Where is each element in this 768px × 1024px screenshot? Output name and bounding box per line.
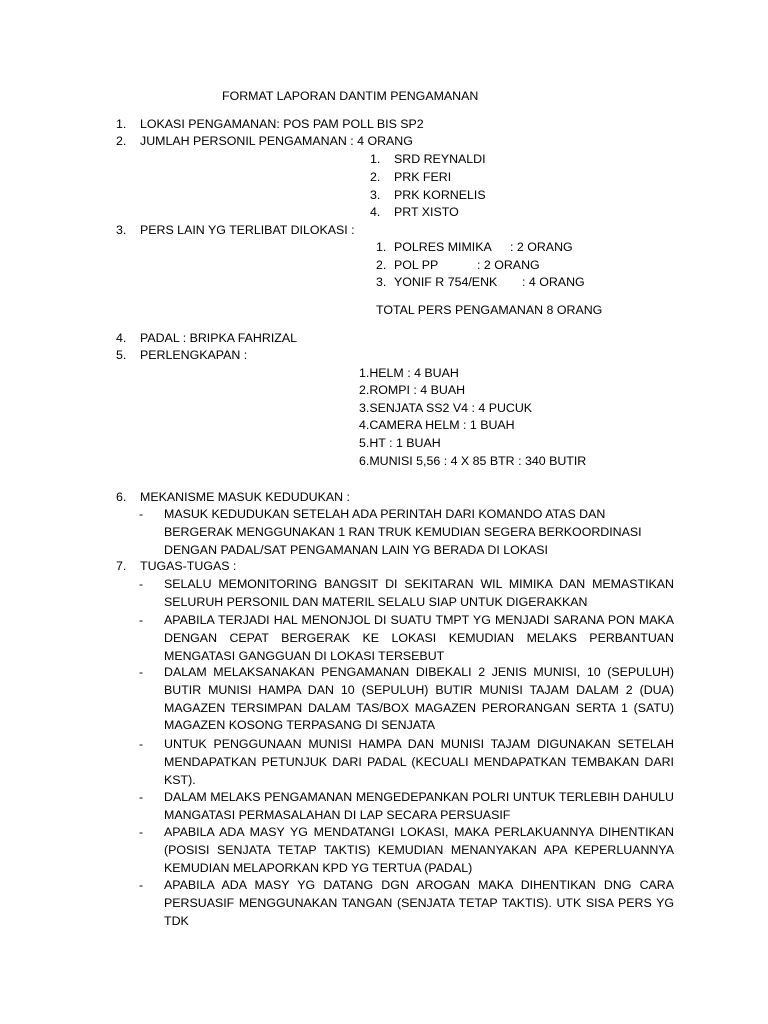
item-value: : 4 ORANG xyxy=(522,275,585,289)
item-text: SRD REYNALDI xyxy=(394,152,486,166)
item-text: PRK KORNELIS xyxy=(394,188,486,202)
item-name: YONIF R 754/ENK xyxy=(394,275,498,289)
other-pers-item-2 xyxy=(376,257,540,275)
item-text: PRK FERI xyxy=(394,170,452,184)
personnel-item-4 xyxy=(370,204,459,222)
section-number: 4. xyxy=(116,331,127,345)
bullet-dash: - xyxy=(139,577,144,591)
task-item-1 xyxy=(139,576,674,612)
bullet-dash: - xyxy=(139,878,144,892)
item-value: : 2 ORANG xyxy=(510,240,573,254)
section-5 xyxy=(116,347,247,365)
section-number: 2. xyxy=(116,134,127,148)
bullet-dash: - xyxy=(139,825,144,839)
task-item-7 xyxy=(139,877,674,930)
task-item-2 xyxy=(139,612,674,665)
section-number: 7. xyxy=(116,559,127,573)
item-number: 1. xyxy=(376,240,387,254)
equipment-item-4: 4.CAMERA HELM : 1 BUAH xyxy=(359,418,515,432)
section-1 xyxy=(116,116,424,134)
section-3 xyxy=(116,222,355,240)
section-text: MEKANISME MASUK KEDUDUKAN : xyxy=(140,490,350,504)
item-number: 4. xyxy=(370,205,381,219)
personnel-item-3 xyxy=(370,187,486,205)
equipment-item-1: 1.HELM : 4 BUAH xyxy=(359,366,459,380)
item-text: APABILA ADA MASY YG MENDATANGI LOKASI, MAKA PERLAKUANNYA DIHENTIKAN (POSISI SENJATA TETAP TAKTIS) KEMUDIAN MENANYAKAN APA KEPERLUANNYA KEMUDIAN MELAPORKAN KPD YG TERTUA (PADAL) xyxy=(164,825,674,875)
section-number: 1. xyxy=(116,117,127,131)
section-number: 6. xyxy=(116,490,127,504)
bullet-dash: - xyxy=(139,507,144,521)
bullet-dash: - xyxy=(139,790,144,804)
section-text: PERLENGKAPAN : xyxy=(140,348,248,362)
item-name: POLRES MIMIKA xyxy=(394,240,492,254)
item-text: DALAM MELAKS PENGAMANAN MENGEDEPANKAN POLRI UNTUK TERLEBIH DAHULU MANGATASI PERMASALAHAN DI LAP SECARA PERSUASIF xyxy=(164,790,674,822)
section-7 xyxy=(116,558,236,576)
section-text: LOKASI PENGAMANAN: POS PAM POLL BIS SP2 xyxy=(140,117,424,131)
task-item-4 xyxy=(139,736,674,789)
section-6 xyxy=(116,489,350,507)
item-text: APABILA ADA MASY YG DATANG DGN AROGAN MAKA DIHENTIKAN DNG CARA PERSUASIF MENGGUNAKAN TANGAN (SENJATA TETAP TAKTIS). UTK SISA PERS YG TDK xyxy=(164,878,674,928)
item-text: UNTUK PENGGUNAAN MUNISI HAMPA DAN MUNISI TAJAM DIGUNAKAN SETELAH MENDAPATKAN PETUNJUK DARI PADAL (KECUALI MENDAPATKAN TEMBAKAN DARI KST). xyxy=(164,737,674,787)
section-text: PADAL : BRIPKA FAHRIZAL xyxy=(140,331,297,345)
bullet-dash: - xyxy=(139,613,144,627)
section-2 xyxy=(116,133,413,151)
item-number: 2. xyxy=(370,170,381,184)
section-text: TUGAS-TUGAS : xyxy=(140,559,237,573)
item-text: APABILA TERJADI HAL MENONJOL DI SUATU TMPT YG MENJADI SARANA PON MAKA DENGAN CEPAT BERGERAK KE LOKASI KEMUDIAN MELAKS PERBANTUAN MENGATASI GANGGUAN DI LOKASI TERSEBUT xyxy=(164,613,674,663)
item-text: MASUK KEDUDUKAN SETELAH ADA PERINTAH DARI KOMANDO ATAS DAN BERGERAK MENGGUNAKAN 1 RAN TRUK KEMUDIAN SEGERA BERKOORDINASI DENGAN PADAL/SAT PENGAMANAN LAIN YG BERADA DI LOKASI xyxy=(164,507,642,557)
task-item-3 xyxy=(139,664,674,735)
mechanism-item-1 xyxy=(139,506,674,559)
section-number: 5. xyxy=(116,348,127,362)
item-name: POL PP xyxy=(394,258,439,272)
equipment-item-5: 5.HT : 1 BUAH xyxy=(359,436,441,450)
bullet-dash: - xyxy=(139,737,144,751)
item-text: PRT XISTO xyxy=(394,205,459,219)
section-number: 3. xyxy=(116,223,127,237)
equipment-item-3: 3.SENJATA SS2 V4 : 4 PUCUK xyxy=(359,401,533,415)
other-pers-item-3 xyxy=(376,274,585,292)
item-text: DALAM MELAKSANAKAN PENGAMANAN DIBEKALI 2 JENIS MUNISI, 10 (SEPULUH) BUTIR MUNISI HAMPA DAN 10 (SEPULUH) BUTIR MUNISI TAJAM DALAM 2 (DUA) MAGAZEN TERSIMPAN DALAM TAS/BOX MAGAZEN PERORANGAN SERTA 1 (SATU) MAGAZEN KOSONG TERPASANG DI SENJATA xyxy=(164,665,674,733)
item-number: 1. xyxy=(370,152,381,166)
bullet-dash: - xyxy=(139,665,144,679)
section-text: PERS LAIN YG TERLIBAT DILOKASI : xyxy=(140,223,355,237)
item-number: 3. xyxy=(370,188,381,202)
document-title: FORMAT LAPORAN DANTIM PENGAMANAN xyxy=(222,89,479,103)
item-number: 2. xyxy=(376,258,387,272)
equipment-item-6: 6.MUNISI 5,56 : 4 X 85 BTR : 340 BUTIR xyxy=(359,454,587,468)
personnel-item-2 xyxy=(370,169,451,187)
task-item-5 xyxy=(139,789,674,825)
item-number: 3. xyxy=(376,275,387,289)
item-value: : 2 ORANG xyxy=(477,258,540,272)
total-personnel: TOTAL PERS PENGAMANAN 8 ORANG xyxy=(376,303,603,317)
personnel-item-1 xyxy=(370,151,486,169)
equipment-item-2: 2.ROMPI : 4 BUAH xyxy=(359,383,466,397)
other-pers-item-1 xyxy=(376,239,573,257)
section-4 xyxy=(116,330,297,348)
section-text: JUMLAH PERSONIL PENGAMANAN : 4 ORANG xyxy=(140,134,413,148)
item-text: SELALU MEMONITORING BANGSIT DI SEKITARAN WIL MIMIKA DAN MEMASTIKAN SELURUH PERSONIL DAN MATERIL SELALU SIAP UNTUK DIGERAKKAN xyxy=(164,577,674,609)
task-item-6 xyxy=(139,824,674,877)
